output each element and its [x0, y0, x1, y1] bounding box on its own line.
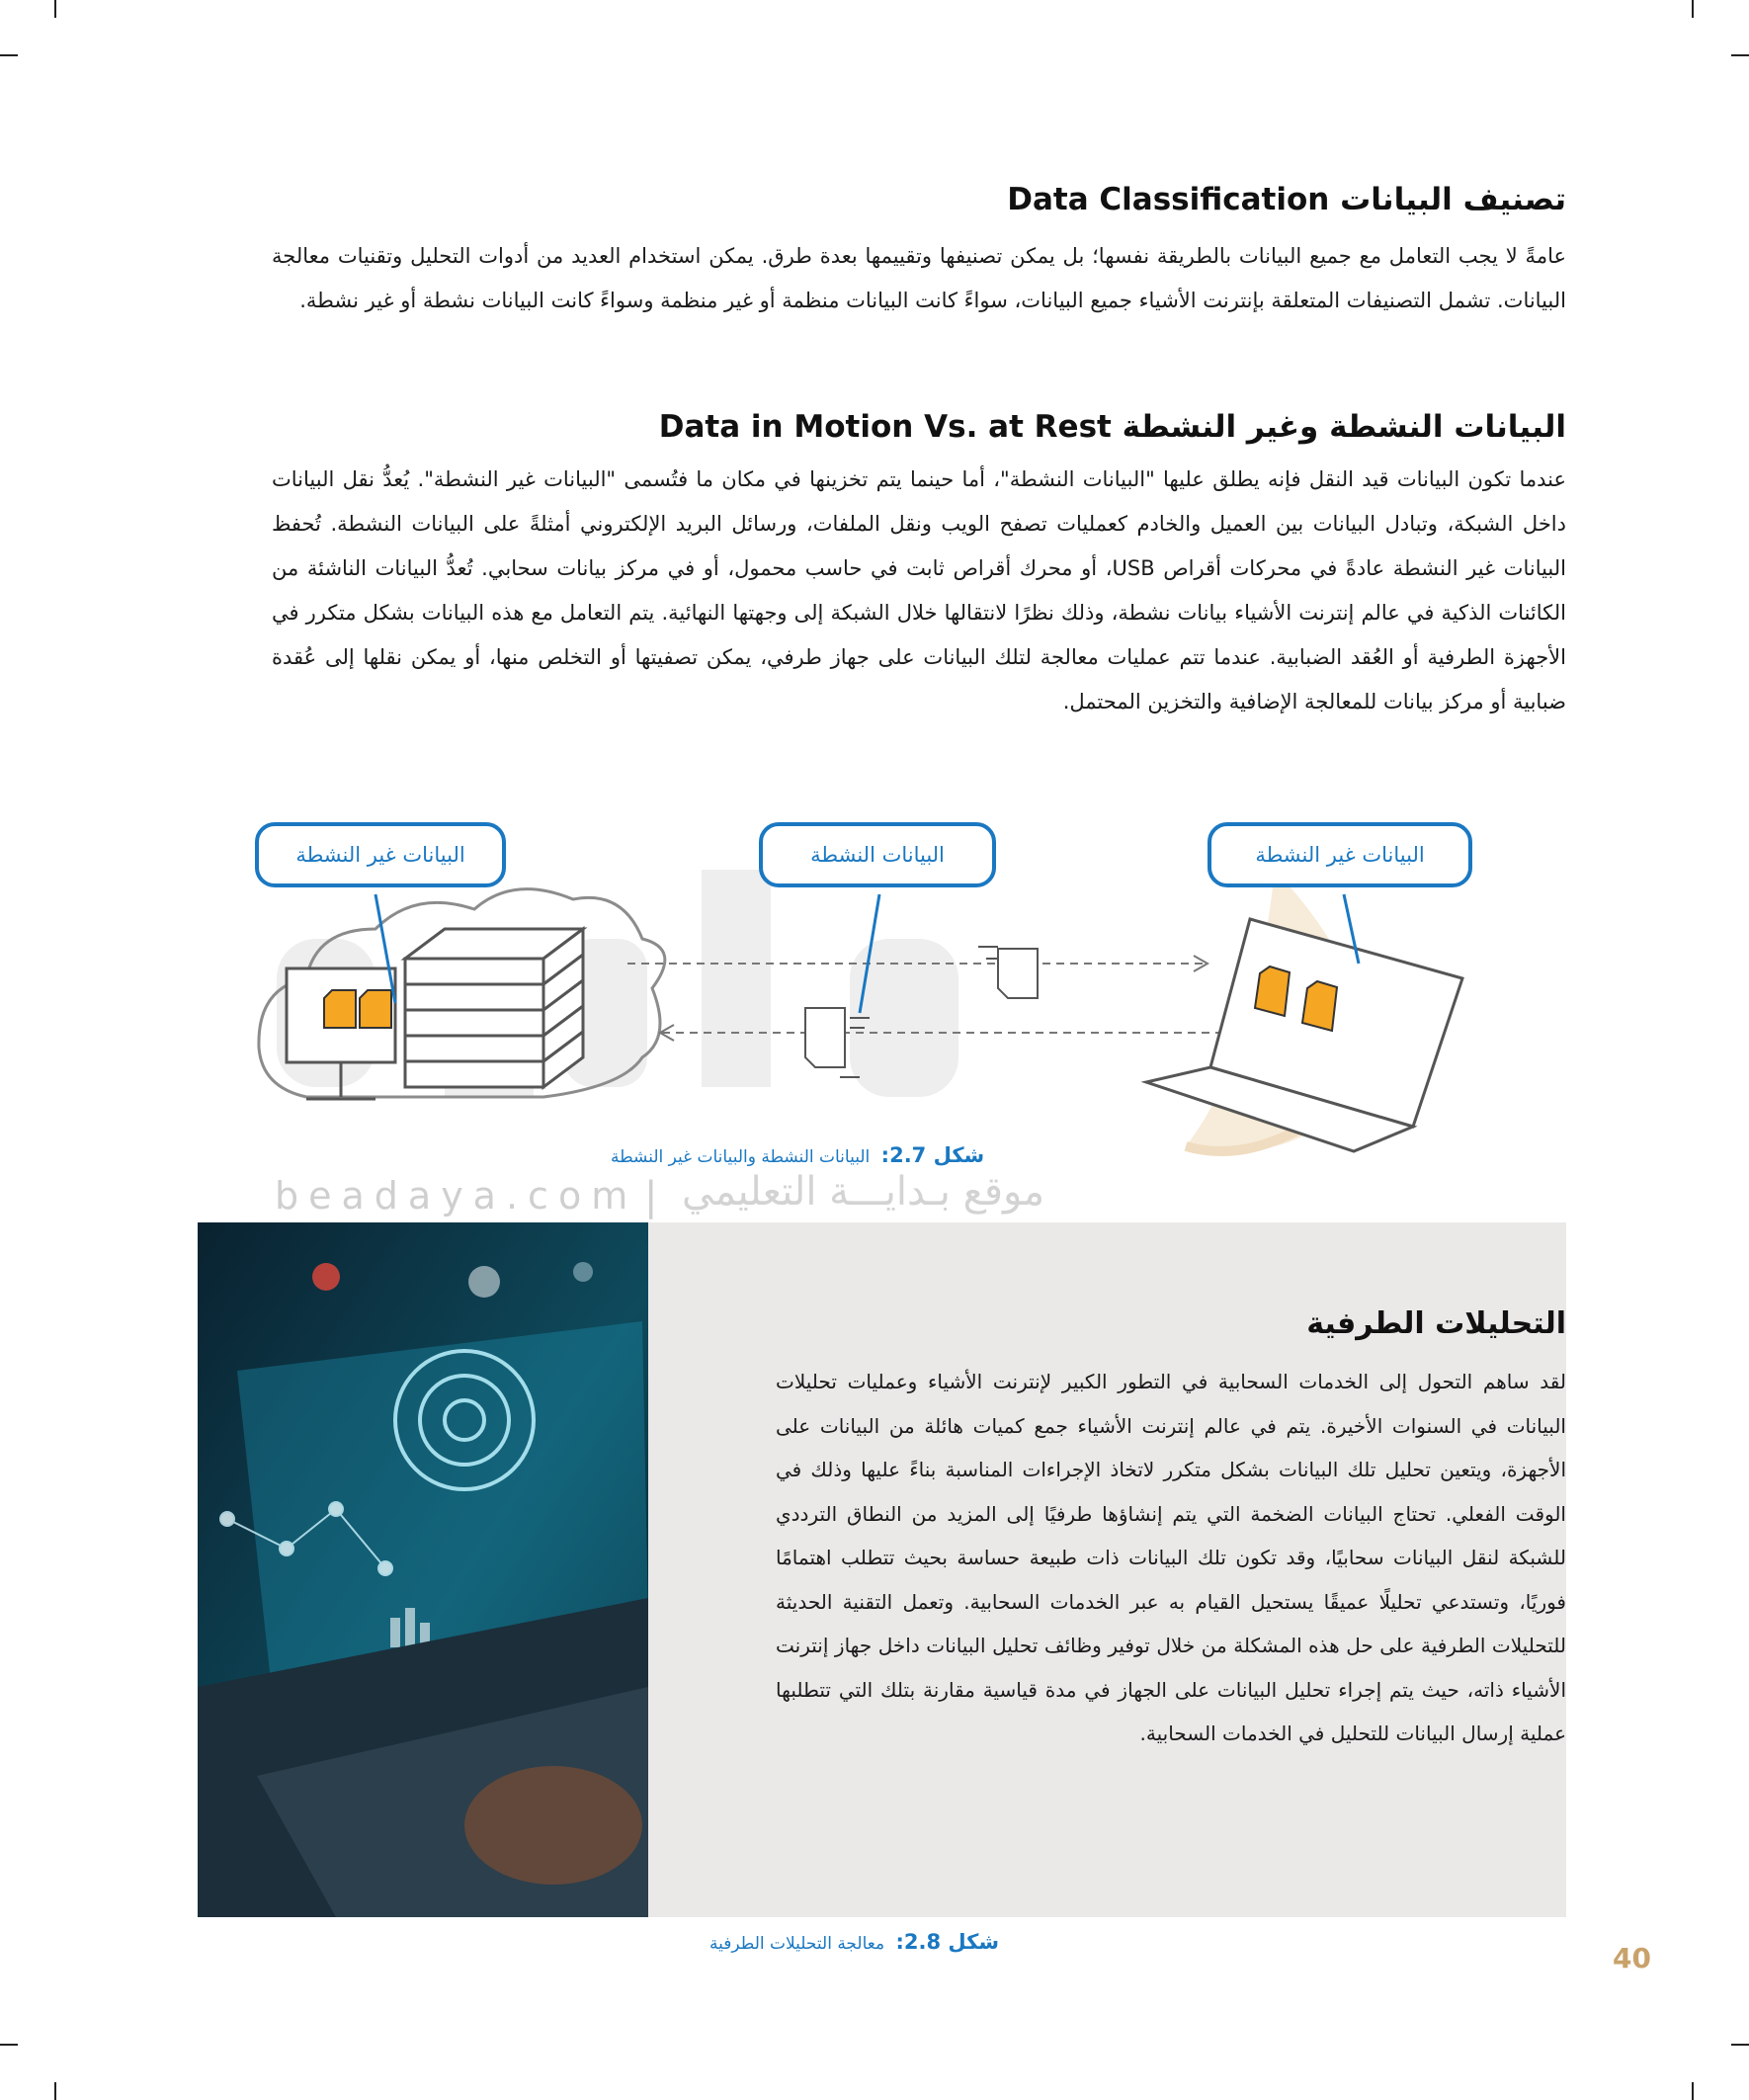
server-icon — [405, 929, 583, 1087]
laptop-icon — [1146, 919, 1462, 1151]
caption-text: معالجة التحليلات الطرفية — [709, 1934, 885, 1954]
connector-line — [860, 894, 879, 1013]
edge-analytics-title: التحليلات الطرفية — [1306, 1306, 1566, 1341]
label-data-at-rest-left: البيانات غير النشطة — [255, 822, 506, 887]
watermark-separator: | — [644, 1174, 658, 1219]
crop-mark — [54, 0, 56, 18]
label-data-at-rest-right: البيانات غير النشطة — [1208, 822, 1472, 887]
crop-mark — [1692, 0, 1694, 18]
caption-text: البيانات النشطة والبيانات غير النشطة — [611, 1147, 871, 1167]
figure-2-8-caption — [709, 1930, 999, 1954]
caption-number: شكل 2.7: — [880, 1143, 985, 1167]
label-data-in-motion: البيانات النشطة — [759, 822, 996, 887]
section-title-data-classification: تصنيف البيانات Data Classification — [1007, 182, 1566, 217]
section-title-data-in-motion: البيانات النشطة وغير النشطة Data in Motion Vs. at Rest — [658, 409, 1566, 445]
watermark-url: beadaya.com — [275, 1174, 638, 1218]
crop-mark — [1731, 54, 1749, 56]
crop-mark — [0, 54, 18, 56]
figure-2-7-caption — [611, 1143, 984, 1167]
page-number: 40 — [1613, 1942, 1651, 1974]
crop-mark — [1731, 2044, 1749, 2046]
crop-mark — [54, 2082, 56, 2100]
caption-number: شكل 2.8: — [895, 1930, 1000, 1954]
paragraph-data-in-motion: عندما تكون البيانات قيد النقل فإنه يطلق عليها "البيانات النشطة"، أما حينما يتم تخزينها في مكان ما فتُسمى "البيانات غير النشطة". يُعدُّ نقل البيانات داخل الشبكة، وتبادل البيانات بين العميل والخادم كعمليات تصفح الويب ونقل الملفات، ورسائل البريد الإلكتروني أمثلةً على البيانات النشطة. تُحفظ البيانات غير النشطة عادةً في محركات أقراص USB، أو محرك أقراص ثابت في حاسب محمول، أو في مركز بيانات سحابي. تُعدُّ البيانات الناشئة من الكائنات الذكية في عالم إنترنت الأشياء بيانات نشطة، وذلك نظرًا لانتقالها خلال الشبكة إلى وجهتها النهائية. يتم التعامل مع هذه البيانات بشكل متكرر في الأجهزة الطرفية أو العُقد الضبابية. عندما تتم عمليات معالجة لتلك البيانات على جهاز طرفي، يمكن تصفيتها أو التخلص منها، أو يمكن نقلها إلى عُقدة ضبابية أو مركز بيانات للمعالجة الإضافية والتخزين المحتمل. — [272, 467, 1566, 714]
edge-analytics-image — [198, 1222, 648, 1917]
watermark-site-name: موقع بـدايـــة التعليمي — [682, 1169, 1045, 1215]
figure-data-in-motion-diagram — [247, 870, 1492, 1166]
paragraph-data-classification: عامةً لا يجب التعامل مع جميع البيانات بالطريقة نفسها؛ بل يمكن تصنيفها وتقييمها بعدة طرق. يمكن استخدام العديد من أدوات التحليل وتقنيات معالجة البيانات. تشمل التصنيفات المتعلقة بإنترنت الأشياء جميع البيانات، سواءً كانت البيانات منظمة أو غير منظمة وسواءً كانت البيانات نشطة أو غير نشطة. — [272, 244, 1566, 312]
document-icon — [805, 947, 1038, 1077]
crop-mark — [1692, 2082, 1694, 2100]
crop-mark — [0, 2044, 18, 2046]
edge-analytics-text: لقد ساهم التحول إلى الخدمات السحابية في التطور الكبير لإنترنت الأشياء وعمليات تحليلات البيانات في السنوات الأخيرة. يتم في عالم إنترنت الأشياء جمع كميات هائلة من البيانات على الأجهزة، ويتعين تحليل تلك البيانات بشكل متكرر لاتخاذ الإجراءات المناسبة بناءً عليها وذلك في الوقت الفعلي. تحتاج البيانات الضخمة التي يتم إنشاؤها طرفيًا إلى المزيد من النطاق الترددي للشبكة لنقل البيانات سحابيًا، وقد تكون تلك البيانات ذات طبيعة حساسة بحيث تتطلب اهتمامًا فوريًا، وتستدعي تحليلًا عميقًا يستحيل القيام به عبر الخدمات السحابية. وتعمل التقنية الحديثة للتحليلات الطرفية على حل هذه المشكلة من خلال توفير وظائف تحليل البيانات داخل جهاز إنترنت الأشياء ذاته، حيث يتم إجراء تحليل البيانات على الجهاز في مدة قياسية مقارنة بتلك التي تتطلبها عملية إرسال البيانات للتحليل في الخدمات السحابية. — [776, 1370, 1566, 1745]
